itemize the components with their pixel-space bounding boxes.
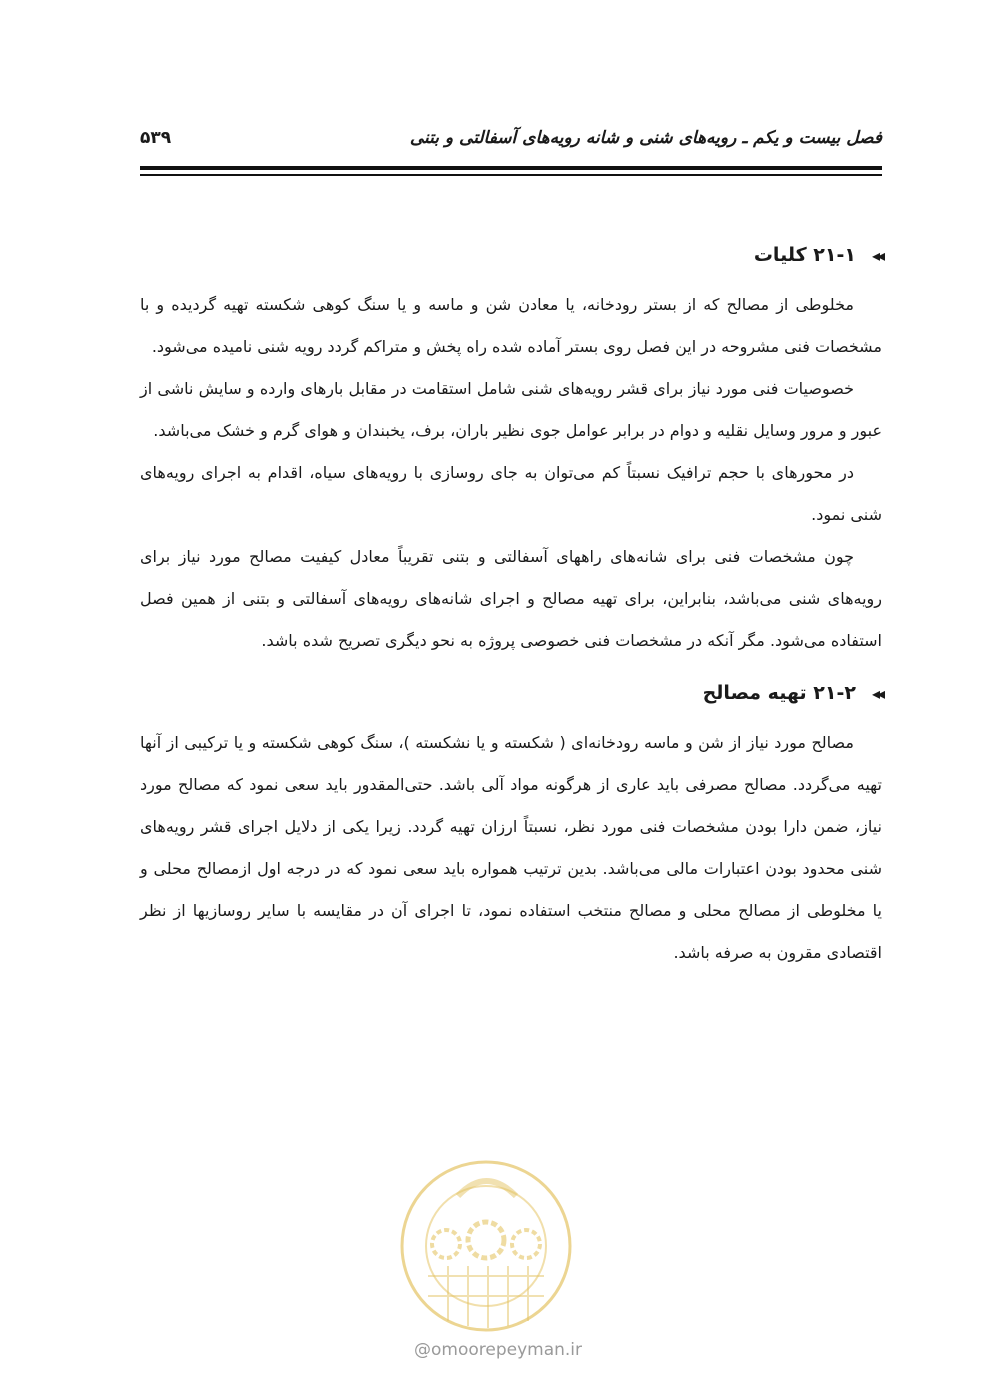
header-rule-thin: [140, 174, 882, 176]
paragraph: خصوصیات فنی مورد نیاز برای قشر رویه‌های شنی شامل استقامت در مقابل بارهای وارده و سایش ناشی از عبور و مرور وسایل نقلیه و دوام در برابر عوامل جوی نظیر باران، برف، یخبندان و هوای گرم و خشک می‌باشد.: [140, 379, 882, 440]
page-number: ۵۳۹: [140, 128, 172, 148]
section-marker-icon: ◂◂: [871, 683, 882, 703]
page-content: [140, 244, 882, 974]
section-general: [140, 244, 882, 662]
paragraph: مخلوطی از مصالح که از بستر رودخانه، یا معادن شن و ماسه و یا سنگ کوهی شکسته تهیه گردیده و با مشخصات فنی مشروحه در این فصل روی بستر آماده شده راه پخش و متراکم گردد رویه شنی نامیده می‌شود.: [140, 295, 882, 356]
watermark-logo-icon: [388, 1156, 584, 1342]
running-header: [140, 128, 882, 162]
watermark-url: @omoorepeyman.ir: [413, 1340, 583, 1360]
section-heading-general: [140, 244, 882, 266]
chapter-title: فصل بیست و یکم ـ رویه‌های شنی و شانه رویه‌های آسفالتی و بتنی: [409, 128, 882, 148]
section-materials: [140, 682, 882, 974]
section-gap: [140, 662, 882, 682]
section-heading-text: ۲۱-۲ تهیه مصالح: [702, 682, 856, 704]
paragraph: چون مشخصات فنی برای شانه‌های راههای آسفالتی و بتنی تقریباً معادل کیفیت مصالح مورد نیاز برای رویه‌های شنی می‌باشد، بنابراین، برای تهیه مصالح و اجرای شانه‌های رویه‌های آسفالتی و بتنی از همین فصل استفاده می‌شود. مگر آنکه در مشخصات فنی خصوصی پروژه به نحو دیگری تصریح شده باشد.: [140, 547, 882, 650]
header-rule-thick: [140, 166, 882, 170]
section-heading-materials: [140, 682, 882, 704]
paragraph: در محورهای با حجم ترافیک نسبتاً کم می‌توان به جای روسازی با رویه‌های سیاه، اقدام به اجرای رویه‌های شنی نمود.: [140, 463, 882, 524]
section-marker-icon: ◂◂: [871, 245, 882, 265]
section-heading-text: ۲۱-۱ کلیات: [753, 244, 856, 266]
paragraph: مصالح مورد نیاز از شن و ماسه رودخانه‌ای ( شکسته و یا نشکسته )، سنگ کوهی شکسته و یا ترکیبی از آنها تهیه می‌گردد. مصالح مصرفی باید عاری از هرگونه مواد آلی باشد. حتی‌المقدور باید سعی نمود که مصالح مورد نیاز، ضمن دارا بودن مشخصات فنی مورد نظر، نسبتاً ارزان تهیه گردد. زیرا یکی از دلایل اجرای قشر رویه‌های شنی محدود بودن اعتبارات مالی می‌باشد. بدین ترتیب همواره باید سعی نمود که در درجه اول ازمصالح محلی و یا مخلوطی از مصالح محلی و مصالح منتخب استفاده نمود، تا اجرای آن در مقایسه با سایر روسازیها از نظر اقتصادی مقرون به صرفه باشد.: [140, 733, 882, 962]
